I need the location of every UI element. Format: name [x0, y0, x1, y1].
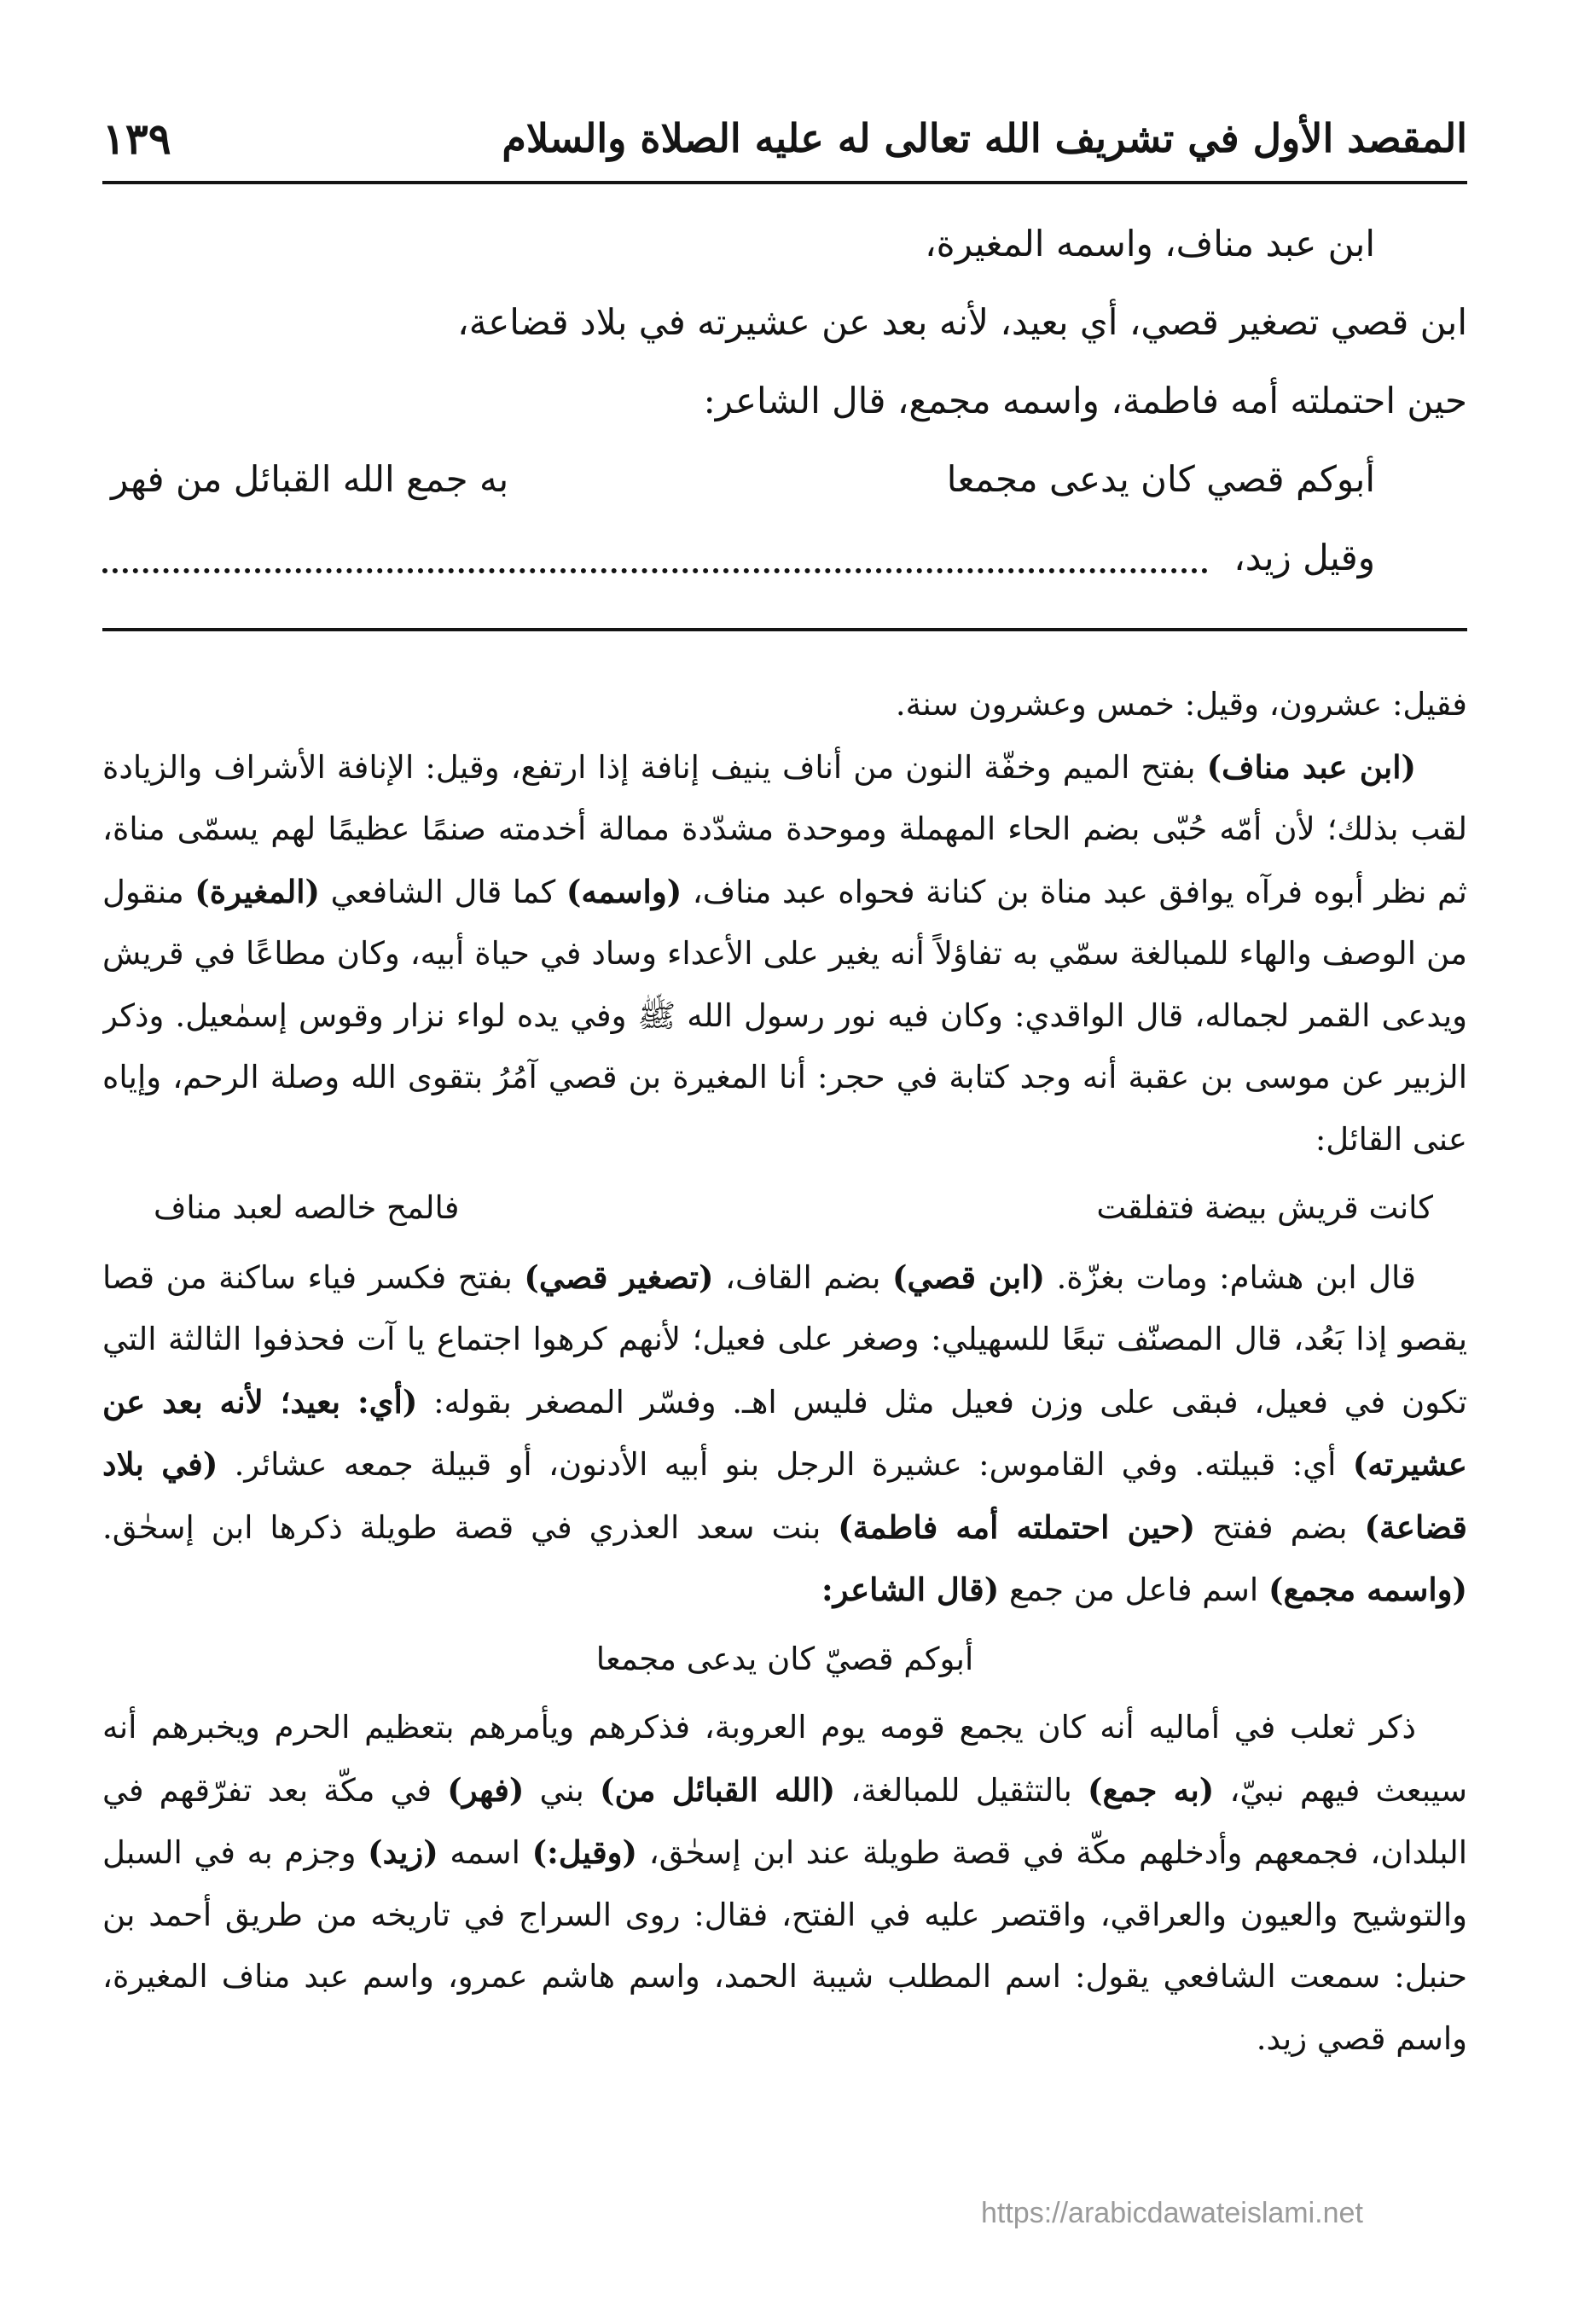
- matn-sharh-separator: [102, 628, 1467, 631]
- lemma: (في بلاد قضاعة): [102, 1445, 1467, 1546]
- lemma: (فهر): [447, 1770, 525, 1809]
- sharh-paragraph: (ابن عبد مناف) بفتح الميم وخفّة النون من أناف ينيف إنافة إذا ارتفع، وقيل: الإنافة الأشراف والزيادة لقب بذلك؛ لأن أمّه حُبّى بضم الحاء المهملة وموحدة مشدّدة ممالة أخدمته صنمًا عظيمًا لهم يسمّى مناة، ثم نظر أبوه فرآه يوافق عبد مناة بن كنانة فحواه عبد مناف، (واسمه) كما قال الشافعي (المغيرة) منقول من الوصف والهاء للمبالغة سمّي به تفاؤلاً أنه يغير على الأعداء وساد في حياة أبيه، وكان مطاعًا في قريش ويدعى القمر لجماله، قال الواقدي: وكان فيه نور رسول الله ﷺ وفي يده لواء نزار وقوس إسمٰعيل. وذكر الزبير عن موسى بن عقبة أنه وجد كتابة في حجر: أنا المغيرة بن قصي آمُرُ بتقوى الله وصلة الرحم، وإياه عنى القائل:: [102, 747, 1467, 1158]
- sharh-section: [102, 674, 1467, 2176]
- lemma: (المغيرة): [194, 872, 321, 910]
- sharh-paragraph: ذكر ثعلب في أماليه أنه كان يجمع قومه يوم العروبة، فذكرهم ويأمرهم بتعظيم الحرم ويخبرهم أنه سيبعث فيهم نبيّ، (به جمع) بالتثقيل للمبالغة، (الله القبائل من) بني (فهر) في مكّة بعد تفرّقهم في البلدان، فجمعهم وأدخلهم مكّة في قصة طويلة عند ابن إسحٰق، (وقيل:) اسمه (زيد) وجزم به في السبل والتوشيح والعيون والعراقي، واقتصر عليه في الفتح، فقال: روى السراج في تاريخه من طريق أحمد بن حنبل: سمعت الشافعي يقول: اسم المطلب شيبة الحمد، واسم هاشم عمرو، واسم عبد مناف المغيرة، واسم قصي زيد.: [102, 1709, 1467, 2057]
- matn-line-continued: [102, 519, 1375, 597]
- lemma: (وقيل:): [531, 1833, 638, 1871]
- lemma: (حين احتملته أمه فاطمة): [838, 1508, 1196, 1546]
- page-number: ١٣٩: [102, 113, 171, 164]
- matn-verse: [102, 440, 1375, 519]
- sharh-paragraph: قال ابن هشام: ومات بغزّة. (ابن قصي) بضم القاف، (تصغير قصي) بفتح فكسر فياء ساكنة من قصا يقصو إذا بَعُد، قال المصنّف تبعًا للسهيلي: وصغر على فعيل؛ لأنهم كرهوا اجتماع يا آت فحذفوا الثالثة التي تكون في فعيل، فبقى على وزن فعيل مثل فليس اهـ. وفسّر المصغر بقوله: (أي: بعيد؛ لأنه بعد عن عشيرته) أي: قبيلته. وفي القاموس: عشيرة الرجل بنو أبيه الأدنون، أو قبيلة جمعه عشائر. (في بلاد قضاعة) بضم ففتح (حين احتملته أمه فاطمة) بنت سعد العذري في قصة طويلة ذكرها ابن إسحٰق. (واسمه مجمع) اسم فاعل من جمع (قال الشاعر:: [102, 1258, 1467, 1608]
- lemma: (واسمه): [566, 872, 682, 910]
- sharh-verse: [102, 1177, 1467, 1240]
- lemma: (الله القبائل من): [599, 1770, 836, 1809]
- matn-line: حين احتملته أمه فاطمة، واسمه مجمع، قال الشاعر:: [703, 380, 1467, 421]
- lemma: (ابن عبد مناف): [1206, 747, 1416, 786]
- matn-line: وقيل زيد،: [1233, 537, 1375, 578]
- header-title: المقصد الأول في تشريف الله تعالى له عليه الصلاة والسلام: [502, 114, 1467, 161]
- ellipsis-dots: [102, 543, 1208, 573]
- lemma: (واسمه مجمع): [1268, 1571, 1467, 1608]
- sharh-verse: أبوكم قصيّ كان يدعى مجمعا: [595, 1640, 974, 1677]
- header-rule: [102, 181, 1467, 184]
- lemma: (زيد): [368, 1833, 438, 1871]
- lemma: (ابن قصي): [891, 1258, 1045, 1296]
- matn-line: ابن عبد مناف، واسمه المغيرة،: [925, 223, 1375, 264]
- verse-hemistich-second: فالمح خالصه لعبد مناف: [154, 1189, 460, 1226]
- lemma: (قال الشاعر:: [821, 1571, 1000, 1608]
- lemma: (تصغير قصي): [524, 1258, 714, 1296]
- matn-section: [102, 205, 1467, 683]
- verse-hemistich-first: أبوكم قصي كان يدعى مجمعا: [946, 458, 1375, 500]
- lemma: (أي: بعيد؛ لأنه بعد عن عشيرته): [102, 1382, 1467, 1483]
- book-page: [102, 77, 1467, 2261]
- verse-hemistich-second: به جمع الله القبائل من فهر: [111, 458, 509, 500]
- lemma: (به جمع): [1087, 1770, 1215, 1809]
- watermark-url: https://arabicdawateislami.net: [981, 2197, 1363, 2229]
- matn-line: ابن قصي تصغير قصي، أي بعيد، لأنه بعد عن عشيرته في بلاد قضاعة،: [457, 301, 1467, 343]
- running-header: [102, 97, 1467, 179]
- sharh-paragraph: فقيل: عشرون، وقيل: خمس وعشرون سنة.: [895, 686, 1467, 723]
- verse-hemistich-first: كانت قريش بيضة فتفلقت: [1096, 1189, 1433, 1226]
